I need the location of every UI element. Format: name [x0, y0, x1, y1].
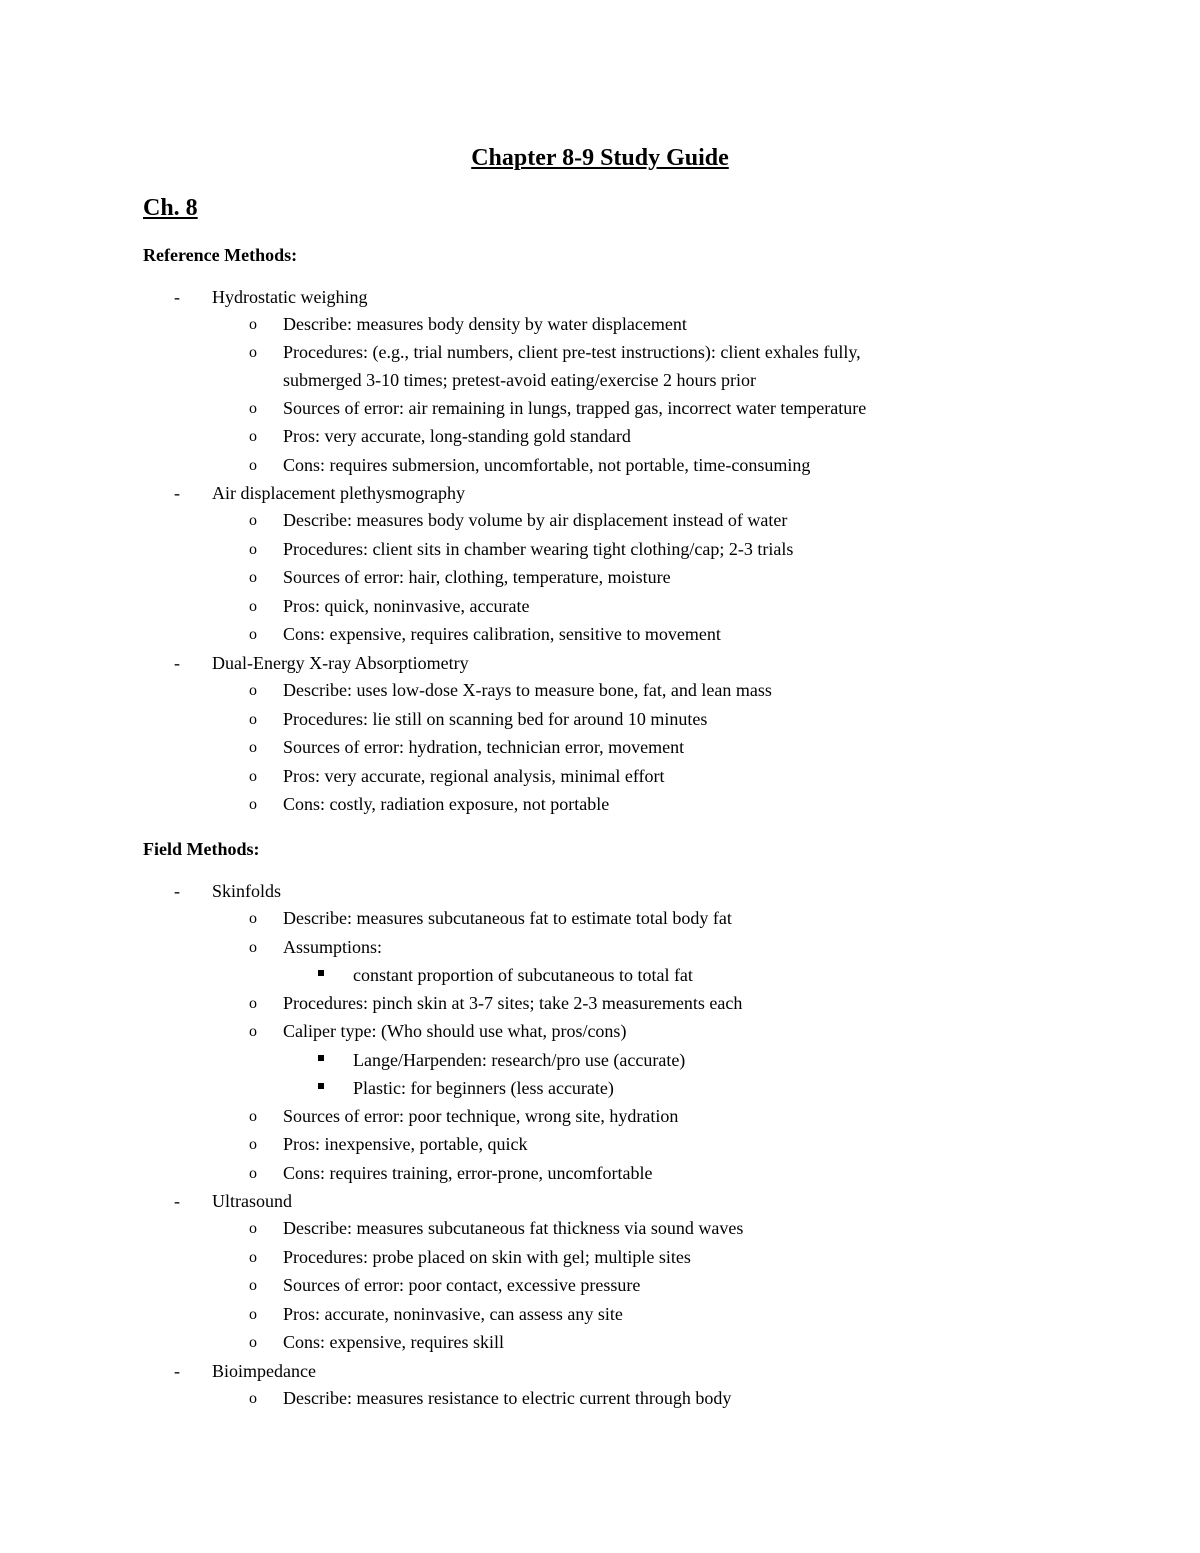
list-item: Describe: uses low-dose X-rays to measure bone, fat, and lean mass	[283, 680, 772, 700]
list-item: Sources of error: hair, clothing, temperature, moisture	[283, 567, 671, 587]
sub-list-item: constant proportion of subcutaneous to total fat	[353, 965, 693, 985]
circle-marker: o	[249, 739, 257, 756]
list-item: Sources of error: air remaining in lungs, trapped gas, incorrect water temperature	[283, 398, 867, 418]
circle-marker: o	[249, 344, 257, 361]
list-item: Describe: measures body volume by air displacement instead of water	[283, 510, 788, 530]
circle-marker: o	[249, 1220, 257, 1237]
square-bullet-icon	[318, 1055, 324, 1061]
list-item: Describe: measures resistance to electric current through body	[283, 1388, 732, 1408]
list-item: Procedures: pinch skin at 3-7 sites; take 2-3 measurements each	[283, 993, 743, 1013]
list-item: Cons: costly, radiation exposure, not portable	[283, 794, 610, 814]
circle-marker: o	[249, 939, 257, 956]
circle-marker: o	[249, 711, 257, 728]
list-item: Procedures: probe placed on skin with gel; multiple sites	[283, 1247, 691, 1267]
list-item: Pros: accurate, noninvasive, can assess any site	[283, 1304, 623, 1324]
list-item-continuation: submerged 3-10 times; pretest-avoid eating/exercise 2 hours prior	[283, 370, 757, 390]
list-item: Procedures: client sits in chamber wearing tight clothing/cap; 2-3 trials	[283, 539, 794, 559]
list-item: Describe: measures subcutaneous fat to estimate total body fat	[283, 908, 732, 928]
circle-marker: o	[249, 541, 257, 558]
topic-air-displacement-plethysmography: Air displacement plethysmography	[212, 483, 465, 503]
circle-marker: o	[249, 598, 257, 615]
circle-marker: o	[249, 796, 257, 813]
circle-marker: o	[249, 512, 257, 529]
dash-marker: -	[174, 1191, 180, 1211]
circle-marker: o	[249, 910, 257, 927]
topic-skinfolds: Skinfolds	[212, 881, 282, 901]
circle-marker: o	[249, 1165, 257, 1182]
topic-bioimpedance: Bioimpedance	[212, 1361, 316, 1381]
square-bullet-icon	[318, 970, 324, 976]
sub-list-item: Plastic: for beginners (less accurate)	[353, 1078, 614, 1098]
section-heading-reference-methods: Reference Methods:	[143, 245, 298, 265]
square-bullet-icon	[318, 1083, 324, 1089]
circle-marker: o	[249, 1023, 257, 1040]
circle-marker: o	[249, 1390, 257, 1407]
topic-ultrasound: Ultrasound	[212, 1191, 292, 1211]
circle-marker: o	[249, 682, 257, 699]
circle-marker: o	[249, 1249, 257, 1266]
dash-marker: -	[174, 287, 180, 307]
section-heading-field-methods: Field Methods:	[143, 839, 260, 859]
list-item: Sources of error: poor contact, excessive pressure	[283, 1275, 641, 1295]
list-item: Pros: very accurate, regional analysis, minimal effort	[283, 766, 665, 786]
circle-marker: o	[249, 1108, 257, 1125]
sub-list-item: Lange/Harpenden: research/pro use (accurate)	[353, 1050, 686, 1070]
circle-marker: o	[249, 428, 257, 445]
list-item: Sources of error: hydration, technician error, movement	[283, 737, 685, 757]
circle-marker: o	[249, 1277, 257, 1294]
circle-marker: o	[249, 1306, 257, 1323]
topic-hydrostatic-weighing: Hydrostatic weighing	[212, 287, 368, 307]
list-item: Describe: measures body density by water displacement	[283, 314, 687, 334]
list-item: Caliper type: (Who should use what, pros/cons)	[283, 1021, 627, 1041]
topic-dual-energy-x-ray-absorptiometry: Dual-Energy X-ray Absorptiometry	[212, 653, 469, 673]
circle-marker: o	[249, 457, 257, 474]
circle-marker: o	[249, 400, 257, 417]
list-item: Procedures: (e.g., trial numbers, client pre-test instructions): client exhales fully,	[283, 342, 861, 362]
dash-marker: -	[174, 1361, 180, 1381]
circle-marker: o	[249, 569, 257, 586]
dash-marker: -	[174, 483, 180, 503]
list-item: Pros: very accurate, long-standing gold standard	[283, 426, 631, 446]
list-item: Cons: requires submersion, uncomfortable, not portable, time-consuming	[283, 455, 811, 475]
list-item: Pros: quick, noninvasive, accurate	[283, 596, 530, 616]
circle-marker: o	[249, 995, 257, 1012]
list-item: Cons: requires training, error-prone, uncomfortable	[283, 1163, 653, 1183]
document-title: Chapter 8-9 Study Guide	[471, 145, 729, 171]
circle-marker: o	[249, 626, 257, 643]
list-item: Sources of error: poor technique, wrong site, hydration	[283, 1106, 679, 1126]
list-item: Assumptions:	[283, 937, 383, 957]
list-item: Procedures: lie still on scanning bed for around 10 minutes	[283, 709, 708, 729]
circle-marker: o	[249, 316, 257, 333]
list-item: Pros: inexpensive, portable, quick	[283, 1134, 528, 1154]
circle-marker: o	[249, 768, 257, 785]
dash-marker: -	[174, 881, 180, 901]
circle-marker: o	[249, 1334, 257, 1351]
chapter-heading: Ch. 8	[143, 195, 198, 221]
list-item: Describe: measures subcutaneous fat thickness via sound waves	[283, 1218, 744, 1238]
list-item: Cons: expensive, requires skill	[283, 1332, 504, 1352]
dash-marker: -	[174, 653, 180, 673]
list-item: Cons: expensive, requires calibration, sensitive to movement	[283, 624, 721, 644]
circle-marker: o	[249, 1136, 257, 1153]
